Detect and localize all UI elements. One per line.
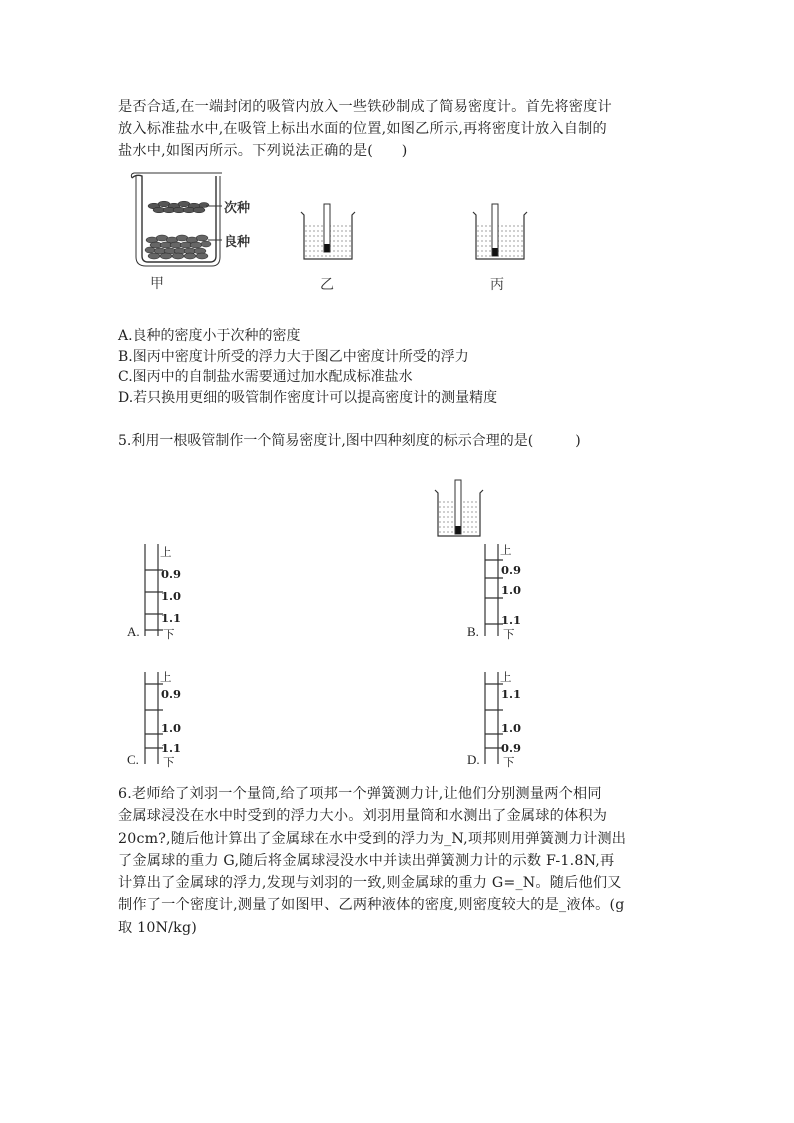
figure-bing-beaker [470, 204, 530, 264]
q5-choice-b-scale [460, 540, 540, 640]
q5-choice-d-scale [460, 668, 540, 768]
q6-stem-line: 了金属球的重力 G,随后将金属球浸没水中并读出弹簧测力计的示数 F-1.8N,再 [118, 852, 615, 869]
scale-bottom-label: 下 [163, 627, 175, 641]
q4-stem-line: 盐水中,如图丙所示。下列说法正确的是( ) [118, 143, 408, 159]
scale-mark: 1.1 [161, 611, 182, 625]
scale-bottom-label: 下 [503, 755, 515, 769]
q4-stem [118, 96, 678, 162]
choice-letter: A. [127, 624, 140, 639]
q4-option-d: D.若只换用更细的吸管制作密度计可以提高密度计的测量精度 [118, 390, 498, 406]
scale-mark: 1.1 [161, 741, 182, 755]
figure-yi-beaker [298, 204, 358, 264]
q5-densimeter-beaker [434, 480, 484, 538]
q6-stem-line: 6.老师给了刘羽一个量筒,给了项邦一个弹簧测力计,让他们分别测量两个相同 [118, 786, 602, 802]
q6-stem-line: 计算出了金属球的浮力,发现与刘羽的一致,则金属球的重力 G=_N。随后他们又 [118, 875, 622, 892]
choice-letter: C. [127, 752, 139, 767]
q5-choice-c-scale [120, 668, 200, 768]
scale-top-label: 上 [500, 670, 512, 684]
scale-mark: 0.9 [501, 563, 522, 577]
label-cizhong: 次种 [224, 201, 251, 216]
scale-mark: 0.9 [161, 567, 182, 581]
scale-top-label: 上 [160, 670, 172, 684]
scale-bottom-label: 下 [503, 627, 515, 641]
figure-jia-beaker [126, 170, 256, 270]
scale-mark: 1.0 [161, 589, 182, 603]
q4-option-b: B.图丙中密度计所受的浮力大于图乙中密度计所受的浮力 [118, 349, 469, 365]
q6-stem-line: 金属球浸没在水中时受到的浮力大小。刘羽用量筒和水测出了金属球的体积为 [118, 808, 608, 825]
q6-stem-line: 取 10N/kg) [118, 919, 197, 936]
q6-stem-line: 制作了一个密度计,测量了如图甲、乙两种液体的密度,则密度较大的是_液体。(g [118, 897, 625, 914]
scale-mark: 1.1 [501, 613, 522, 627]
caption-bing: 丙 [490, 277, 504, 293]
scale-mark: 1.1 [501, 687, 522, 701]
q5-choice-a-scale [120, 540, 200, 640]
q6-stem-line: 20cm?,随后他计算出了金属球在水中受到的浮力为_N,项邦则用弹簧测力计测出 [118, 830, 627, 847]
scale-mark: 0.9 [501, 741, 522, 755]
scale-mark: 0.9 [161, 687, 182, 701]
q5-question: 5.利用一根吸管制作一个简易密度计,图中四种刻度的标示合理的是( ) [118, 433, 581, 449]
caption-jia: 甲 [150, 276, 164, 292]
scale-top-label: 上 [500, 543, 512, 557]
choice-letter: B. [467, 624, 479, 639]
label-liangzhong: 良种 [224, 235, 251, 250]
choice-letter: D. [467, 752, 480, 767]
scale-mark: 1.0 [501, 721, 522, 735]
q6-stem [118, 783, 678, 939]
q4-stem-line: 是否合适,在一端封闭的吸管内放入一些铁砂制成了简易密度计。首先将密度计 [118, 99, 612, 115]
caption-yi: 乙 [320, 277, 334, 293]
scale-mark: 1.0 [161, 721, 182, 735]
scale-bottom-label: 下 [163, 755, 175, 769]
q4-option-c: C.图丙中的自制盐水需要通过加水配成标准盐水 [118, 369, 413, 385]
q4-option-a: A.良种的密度小于次种的密度 [118, 328, 301, 344]
scale-top-label: 上 [160, 545, 172, 559]
scale-mark: 1.0 [501, 583, 522, 597]
q4-stem-line: 放入标准盐水中,在吸管上标出水面的位置,如图乙所示,再将密度计放入自制的 [118, 121, 607, 137]
